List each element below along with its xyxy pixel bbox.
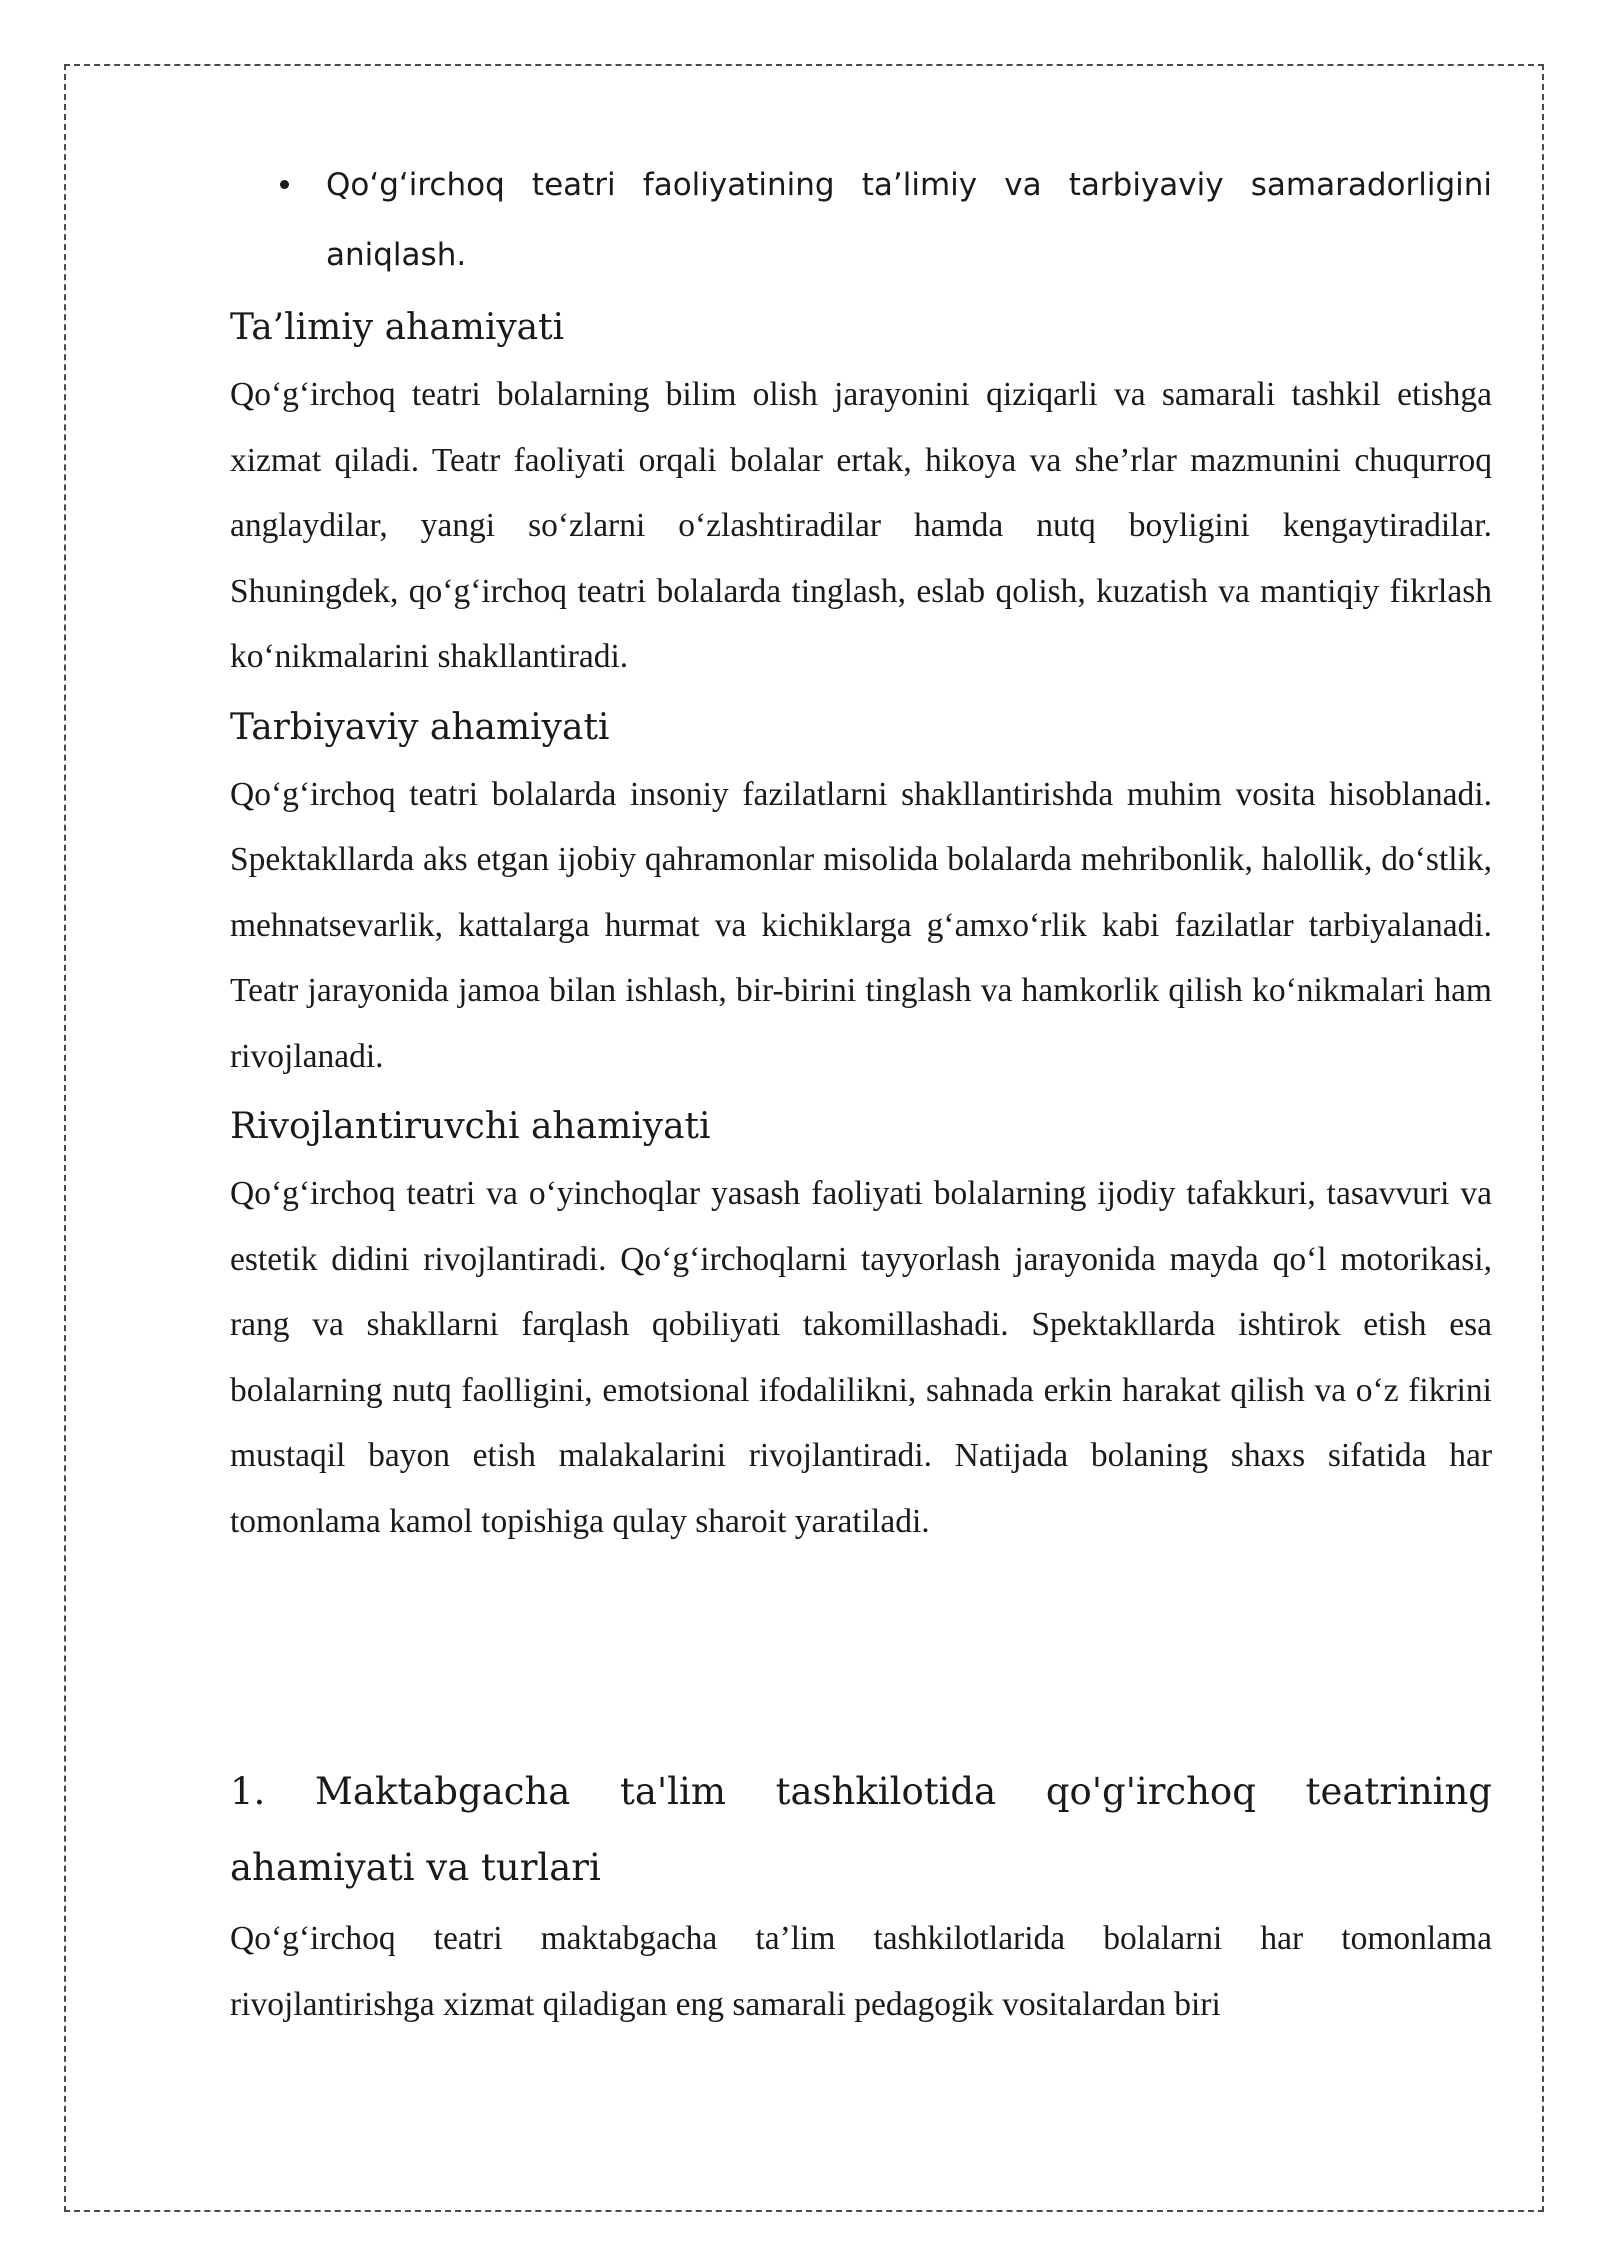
section-heading: Ta’limiy ahamiyati (230, 307, 565, 348)
section-talimiy (230, 304, 1492, 690)
chapter-paragraph: Qo‘g‘irchoq teatri maktabgacha ta’lim tashkilotlarida bolalarni har tomonlama rivojlantirishga xizmat qiladigan eng samarali pedagogik vositalardan biri (230, 1920, 1492, 2023)
section-rivojlantiruvchi (230, 1103, 1492, 1554)
bullet-item (230, 150, 1492, 290)
bullet-list (230, 150, 1492, 290)
section-paragraph: Qo‘g‘irchoq teatri bolalarning bilim olish jarayonini qiziqarli va samarali tashkil etishga xizmat qiladi. Teatr faoliyati orqali bolalar ertak, hikoya va she’rlar mazmunini chuqurroq anglaydilar, yangi so‘zlarni o‘zlashtiradilar hamda nutq boyligini kengaytiradilar. Shuningdek, qo‘g‘irchoq teatri bolalarda tinglash, eslab qolish, kuzatish va mantiqiy fikrlash ko‘nikmalarini shakllantiradi. (230, 376, 1492, 675)
bullet-icon (280, 180, 289, 189)
chapter-section (230, 1754, 1492, 2037)
bullet-text: Qo‘g‘irchoq teatri faoliyatining ta’limiy va tarbiyaviy samaradorligini aniqlash. (326, 167, 1492, 273)
section-paragraph: Qo‘g‘irchoq teatri bolalarda insoniy fazilatlarni shakllantirishda muhim vosita hisoblanadi. Spektakllarda aks etgan ijobiy qahramonlar misolida bolalarda mehribonlik, halollik, do‘stlik, mehnatsevarlik, kattalarga hurmat va kichiklarga g‘amxo‘rlik kabi fazilatlar tarbiyalanadi. Teatr jarayonida jamoa bilan ishlash, bir-birini tinglash va hamkorlik qilish ko‘nikmalari ham rivojlanadi. (230, 775, 1492, 1075)
document-body (230, 150, 1492, 2037)
section-heading: Rivojlantiruvchi ahamiyati (230, 1106, 711, 1147)
section-heading: Tarbiyaviy ahamiyati (230, 706, 610, 748)
section-tarbiyaviy (230, 704, 1492, 1090)
section-paragraph: Qo‘g‘irchoq teatri va o‘yinchoqlar yasash faoliyati bolalarning ijodiy tafakkuri, tasavvuri va estetik didini rivojlantiradi. Qo‘g‘irchoqlarni tayyorlash jarayonida mayda qo‘l motorikasi, rang va shakllarni farqlash qobiliyati takomillashadi. Spektakllarda ishtirok etish esa bolalarning nutq faolligini, emotsional ifodalilikni, sahnada erkin harakat qilish va o‘z fikrini mustaqil bayon etish malakalarini rivojlantiradi. Natijada bolaning shaxs sifatida har tomonlama kamol topishiga qulay sharoit yaratiladi. (230, 1175, 1492, 1540)
chapter-heading: 1. Maktabgacha ta'lim tashkilotida qo'g'irchoq teatrining ahamiyati va turlari (230, 1770, 1492, 1889)
